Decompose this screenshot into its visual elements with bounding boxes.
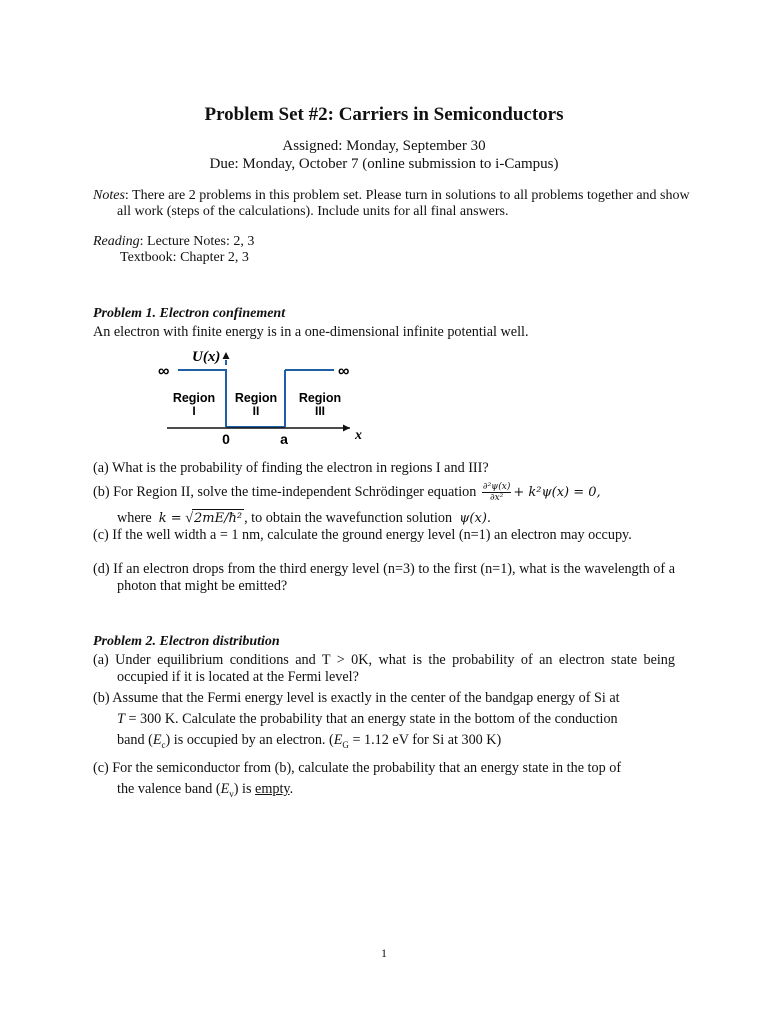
u-axis-label: U(x) — [192, 349, 221, 365]
u-axis-arrow — [223, 352, 230, 359]
x-axis-arrow — [343, 425, 350, 432]
problem-1-heading: Problem 1. Electron confinement — [93, 306, 286, 321]
x-axis-label: x — [355, 428, 362, 443]
sqrt-expression: 2mE/ħ² — [194, 511, 243, 526]
problem-1-part-c: (c) If the well width a = 1 nm, calculate the ground energy level (n=1) an electron may occupy. — [93, 527, 632, 543]
schrodinger-fraction: $\frac{\text{∂²ψ(x)}}{\text{∂x²}}$ — [482, 482, 511, 504]
problem-2-heading: Problem 2. Electron distribution — [93, 634, 280, 649]
region-2-numeral: II — [252, 404, 260, 418]
problem-1-intro: An electron with finite energy is in a one-dimensional infinite potential well. — [93, 324, 529, 340]
notes-label: Notes — [93, 188, 125, 203]
due-date: Due: Monday, October 7 (online submission to i-Campus) — [209, 156, 559, 172]
page-number: 1 — [381, 946, 387, 960]
region-2-label: Region — [234, 391, 278, 405]
infinity-right: ∞ — [338, 363, 350, 380]
problem-1-part-d: (d) If an electron drops from the third energy level (n=3) to the first (n=1), what is the wavelength of a photon that might be emitted? — [93, 561, 675, 594]
origin-label: 0 — [222, 431, 230, 447]
infinity-left: ∞ — [158, 363, 170, 380]
problem-1-part-b: (b) For Region II, solve the time-independent Schrödinger equation $\frac{\text{∂²ψ(x)}}{\text{∂x²}}$ + k²ψ(x) = 0, — [93, 482, 601, 504]
problem-2-part-b: (b) Assume that the Fermi energy level is exactly in the center of the bandgap energy of Si at T = 300 K. Calculate the probability that an energy state in the bottom of the conduction band $(E_c)$ is occupied by an electron. ($E_G = 1.12$ eV for Si at 300 K) — [93, 690, 620, 750]
notes-paragraph — [93, 188, 699, 220]
problem-2-part-c: (c) For the semiconductor from (b), calculate the probability that an energy state in the top of the valence band $(E_v)$ is empty. — [93, 760, 622, 799]
well-width-label: a — [280, 431, 288, 447]
reading-line-2: Textbook: Chapter 2, 3 — [120, 250, 249, 265]
region-3-label: Region — [298, 391, 342, 405]
assigned-date: Assigned: Monday, September 30 — [282, 138, 486, 154]
notes-text: : There are 2 problems in this problem set. Please turn in solutions to all problems together and show all work (steps of the calculations). Include units for all final answers. — [117, 188, 690, 219]
reading-label: Reading — [93, 234, 140, 249]
reading-line-1: Reading: Lecture Notes: 2, 3 — [93, 234, 255, 249]
empty-word: empty — [255, 781, 290, 797]
page-title: Problem Set #2: Carriers in Semiconductors — [204, 104, 564, 125]
problem-1-part-b-cont: where k = √2mE/ħ² , to obtain the wavefunction solution ψ(x). — [117, 510, 492, 526]
problem-2-part-a: (a) Under equilibrium conditions and T > 0K, what is the probability of an electron state being occupied if it is located at the Fermi level? — [93, 652, 675, 685]
region-1-label: Region — [172, 391, 216, 405]
reading-block — [93, 234, 675, 266]
region-3-numeral: III — [314, 404, 326, 418]
problem-1-part-a: (a) What is the probability of finding the electron in regions I and III? — [93, 460, 489, 476]
region-1-numeral: I — [192, 404, 196, 418]
potential-well-diagram — [150, 346, 380, 452]
